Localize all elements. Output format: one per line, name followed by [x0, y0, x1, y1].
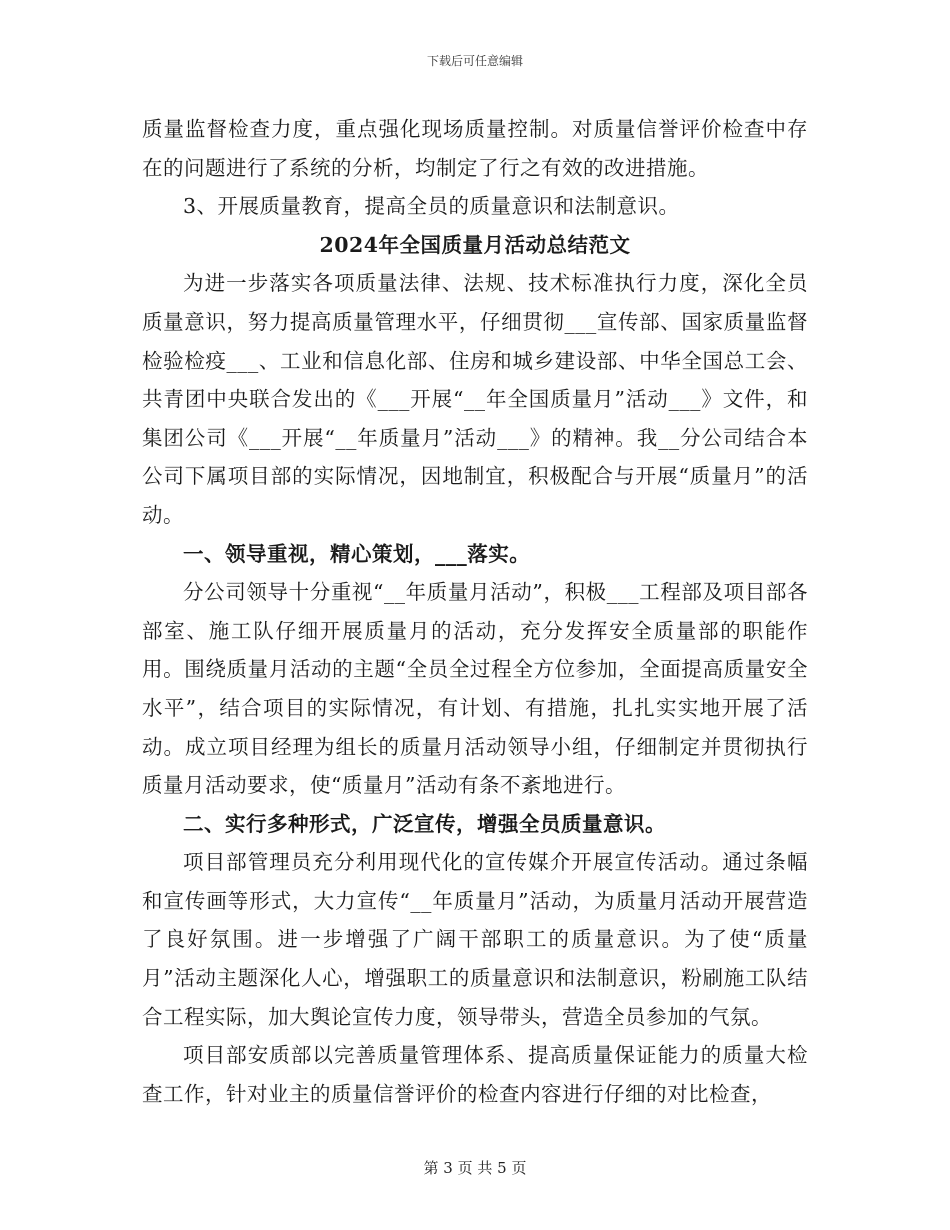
paragraph: 质量监督检查力度，重点强化现场质量控制。对质量信誉评价检查中存在的问题进行了系统的分析，均制定了行之有效的改进措施。 [142, 117, 808, 180]
section-heading: 一、领导重视，精心策划，___落实。 [183, 541, 531, 566]
document-title: 2024年全国质量月活动总结范文 [319, 232, 631, 257]
download-note: 下载后可任意编辑 [426, 54, 523, 68]
paragraph: 项目部管理员充分利用现代化的宣传媒介开展宣传活动。通过条幅和宣传画等形式，大力宣传“__年质量月”活动，为质量月活动开展营造了良好氛围。进一步增强了广阔干部职工的质量意识。为了使“质量月”活动主题深化人心，增强职工的质量意识和法制意识，粉刷施工队结合工程实际，加大舆论宣传力度，领导带头，营造全员参加的气氛。 [142, 850, 808, 1029]
paragraph: 项目部安质部以完善质量管理体系、提高质量保证能力的质量大检查工作，针对业主的质量信誉评价的检查内容进行仔细的对比检查， [142, 1043, 808, 1106]
document-body [142, 110, 808, 1113]
page-number: 第 3 页 共 5 页 [423, 1159, 527, 1177]
paragraph: 3、开展质量教育，提高全员的质量意识和法制意识。 [183, 194, 680, 219]
section-heading: 二、实行多种形式，广泛宣传，增强全员质量意识。 [183, 811, 666, 836]
paragraph: 分公司领导十分重视“__年质量月活动”，积极___工程部及项目部各部室、施工队仔细开展质量月的活动，充分发挥安全质量部的职能作用。围绕质量月活动的主题“全员全过程全方位参加，全面提高质量安全水平”，结合项目的实际情况，有计划、有措施，扎扎实实地开展了活动。成立项目经理为组长的质量月活动领导小组，仔细制定并贯彻执行质量月活动要求，使“质量月”活动有条不紊地进行。 [142, 580, 808, 798]
paragraph: 为进一步落实各项质量法律、法规、技术标准执行力度，深化全员质量意识，努力提高质量管理水平，仔细贯彻___宣传部、国家质量监督检验检疫___、工业和信息化部、住房和城乡建设部、中华全国总工会、共青团中央联合发出的《___开展“__年全国质量月”活动___》文件，和集团公司《___开展“__年质量月”活动___》的精神。我__分公司结合本公司下属项目部的实际情况，因地制宜，积极配合与开展“质量月”的活动。 [142, 271, 808, 527]
